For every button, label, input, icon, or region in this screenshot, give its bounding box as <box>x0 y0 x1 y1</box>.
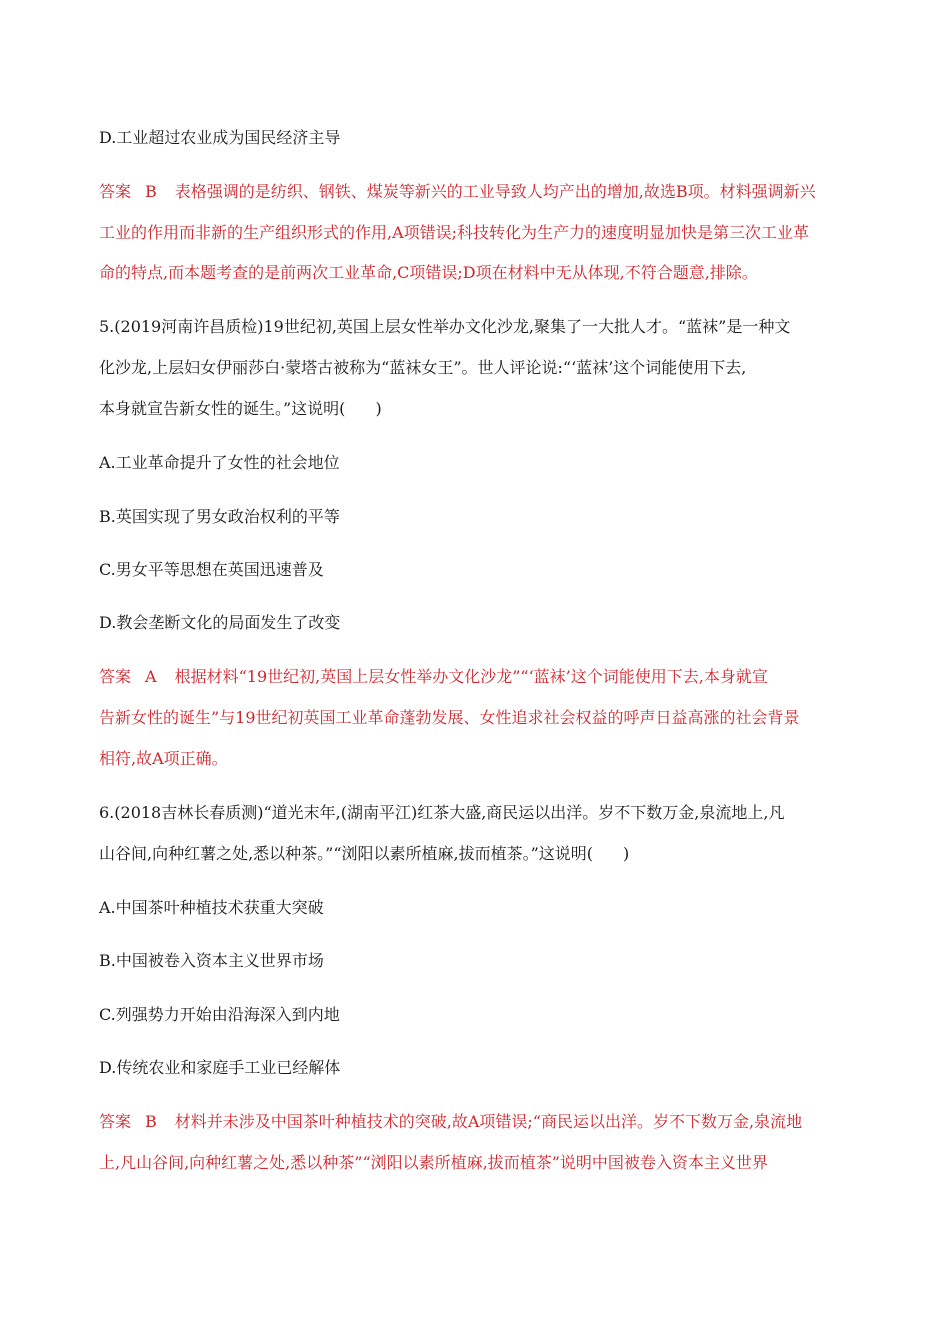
answer-label: 答案 <box>99 667 132 686</box>
q5-option-a: A.工业革命提升了女性的社会地位 <box>99 453 340 472</box>
q5-stem-line-3 <box>99 399 382 419</box>
answer-label: 答案 <box>99 182 132 201</box>
answer-label: 答案 <box>99 1112 132 1131</box>
q5-stem-line-2: 化沙龙,上层妇女伊丽莎白·蒙塔古被称为“蓝袜女王”。世人评论说:“‘蓝袜’这个词能使用下去, <box>99 358 747 377</box>
q4-option-d: D.工业超过农业成为国民经济主导 <box>99 128 341 147</box>
q4-answer-line-2: 工业的作用而非新的生产组织形式的作用,A项错误;科技转化为生产力的速度明显加快是第三次工业革 <box>99 223 810 242</box>
q6-option-b: B.中国被卷入资本主义世界市场 <box>99 951 324 970</box>
q6-option-c: C.列强势力开始由沿海深入到内地 <box>99 1005 340 1024</box>
q5-stem-line-1: 5.(2019河南许昌质检)19世纪初,英国上层女性举办文化沙龙,聚集了一大批人才。“蓝袜”是一种文 <box>99 317 791 336</box>
answer-text: 材料并未涉及中国茶叶种植技术的突破,故A项错误;“商民运以出洋。岁不下数万金,泉流地 <box>174 1112 803 1131</box>
answer-letter: A <box>145 667 157 686</box>
q5-answer-line-2: 告新女性的诞生”与19世纪初英国工业革命蓬勃发展、女性追求社会权益的呼声日益高涨的社会背景 <box>99 708 800 727</box>
q5-answer-line-1 <box>99 667 768 687</box>
q6-answer-line-1 <box>99 1112 802 1132</box>
answer-text: 表格强调的是纺织、钢铁、煤炭等新兴的工业导致人均产出的增加,故选B项。材料强调新兴 <box>174 182 816 201</box>
q6-stem-paren-close: ) <box>623 844 630 863</box>
q6-stem-line-2 <box>99 844 629 864</box>
q6-option-d: D.传统农业和家庭手工业已经解体 <box>99 1058 341 1077</box>
q5-option-d: D.教会垄断文化的局面发生了改变 <box>99 613 341 632</box>
q5-answer-line-3: 相符,故A项正确。 <box>99 749 228 768</box>
answer-text: 根据材料“19世纪初,英国上层女性举办文化沙龙”“‘蓝袜’这个词能使用下去,本身就宣 <box>174 667 768 686</box>
q6-stem-line-1: 6.(2018吉林长春质测)“道光末年,(湖南平江)红茶大盛,商民运以出洋。岁不下数万金,泉流地上,凡 <box>99 803 785 822</box>
q5-stem-text: 本身就宣告新女性的诞生。”这说明( <box>99 399 346 418</box>
q6-answer-line-2: 上,凡山谷间,向种红薯之处,悉以种茶”“浏阳以素所植麻,拔而植茶”说明中国被卷入资本主义世界 <box>99 1153 768 1172</box>
answer-letter: B <box>145 1112 157 1131</box>
q5-stem-paren-close: ) <box>375 399 382 418</box>
q5-option-c: C.男女平等思想在英国迅速普及 <box>99 560 324 579</box>
q6-stem-text: 山谷间,向种红薯之处,悉以种茶。”“浏阳以素所植麻,拔而植茶。”这说明( <box>99 844 594 863</box>
q6-option-a: A.中国茶叶种植技术获重大突破 <box>99 898 324 917</box>
q5-option-b: B.英国实现了男女政治权利的平等 <box>99 507 340 526</box>
answer-letter: B <box>145 182 157 201</box>
q4-answer-line-1 <box>99 182 816 202</box>
q4-answer-line-3: 命的特点,而本题考查的是前两次工业革命,C项错误;D项在材料中无从体现,不符合题意,排除。 <box>99 263 758 282</box>
